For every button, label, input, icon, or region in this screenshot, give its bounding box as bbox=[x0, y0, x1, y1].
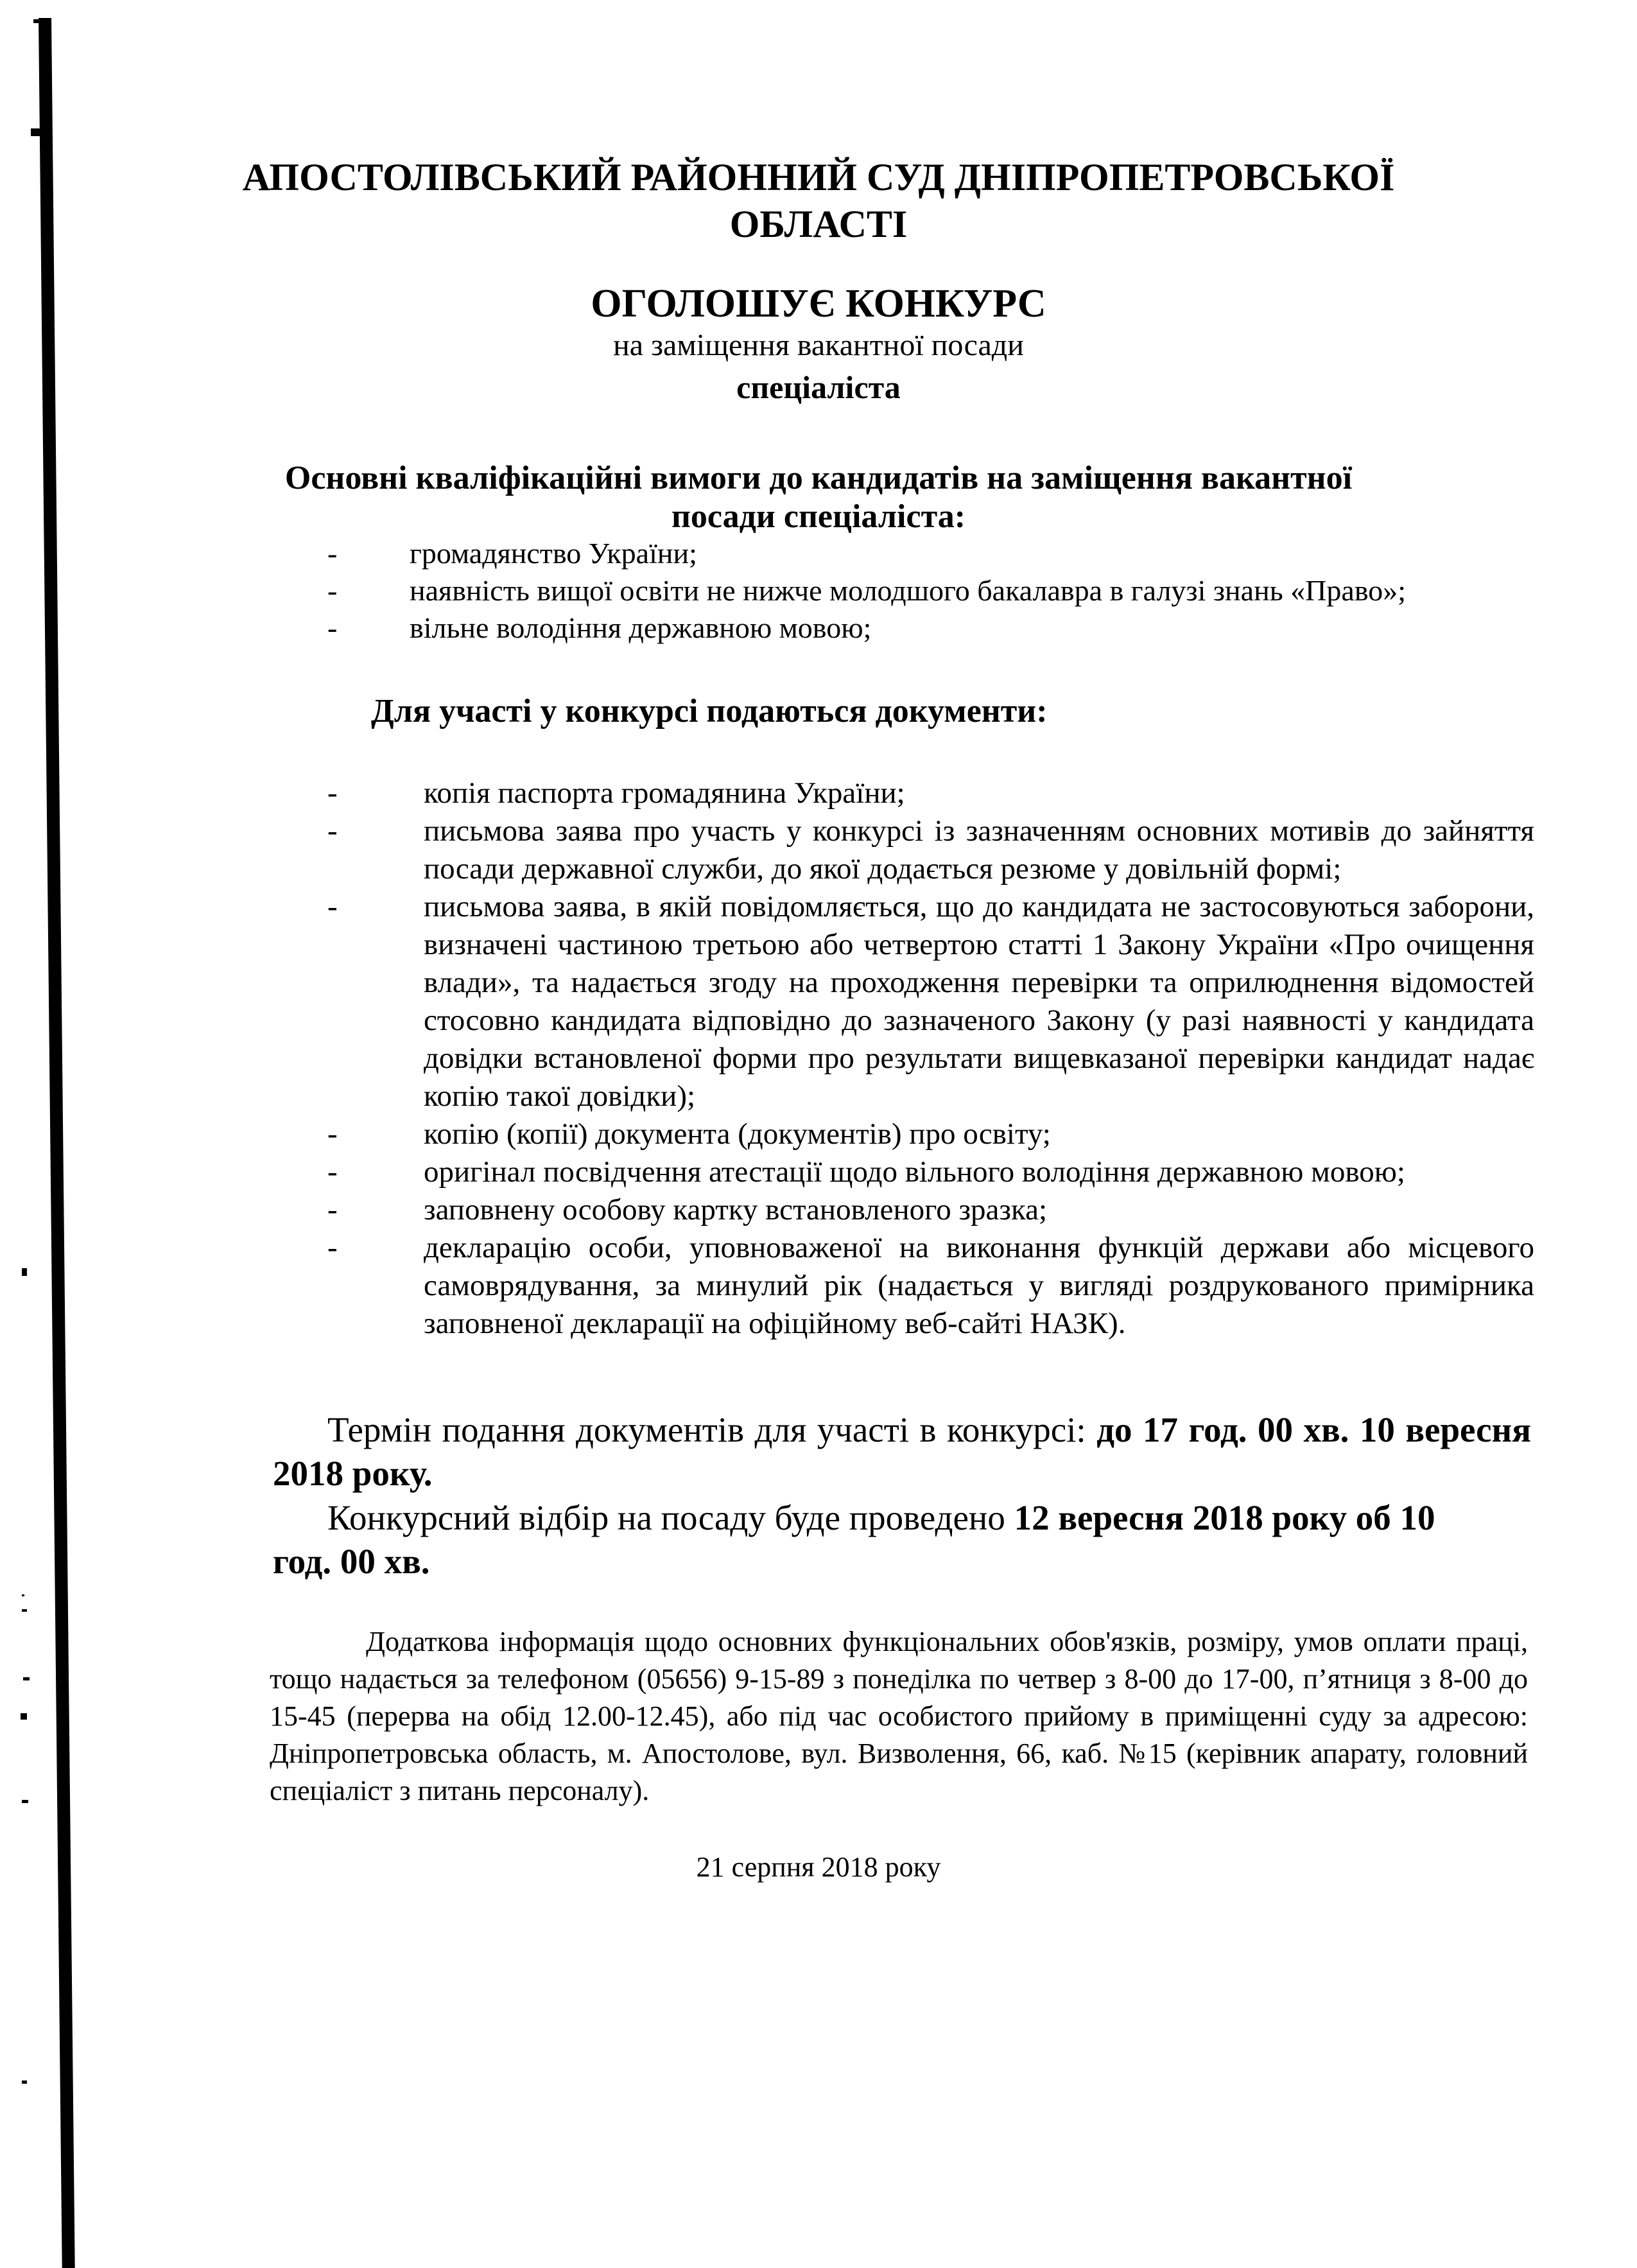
announcement-title: ОГОЛОШУЄ КОНКУРС bbox=[591, 282, 1046, 326]
list-item: - декларацію особи, уповноваженої на виконання функцій держави або місцевого самоврядування, за минулий рік (надається у вигляді роздрукованого примірника заповненої декларації на офіційному веб-сайті НАЗК). bbox=[327, 1229, 1534, 1343]
list-item: - громадянство України; bbox=[327, 535, 1534, 572]
dash-bullet-icon: - bbox=[327, 1231, 338, 1264]
list-item: - копію (копії) документа (документів) про освіту; bbox=[327, 1115, 1534, 1153]
dash-bullet-icon: - bbox=[327, 611, 338, 644]
contact-info-paragraph: Додаткова інформація щодо основних функціональних обов'язків, розміру, умов оплати праці, тощо надається за телефоном (05656) 9-15-89 з понеділка по четвер з 8-00 до 17-00, п’ятниця з 8-00 до 15-45 (перерва на обід 12.00-12.45), або під час особистого прийому в приміщенні суду за адресою: Дніпропетровська область, м. Апостолове, вул. Визволення, 66, каб. №15 (керівник апарату, головний спеціаліст з питань персоналу). bbox=[270, 1626, 1528, 1806]
requirements-list bbox=[327, 535, 1534, 647]
list-item: - письмова заява, в якій повідомляється, що до кандидата не застосовуються заборони, визначені частиною третьою або четвертою статті 1 Закону України «Про очищення влади», та надається згоду на проходження перевірки та оприлюднення відомостей стосовно кандидата відповідно до зазначеного Закону (у разі наявності у кандидата довідки встановленої форми про результати вищевказаної перевірки кандидат надає копію такої довідки); bbox=[327, 888, 1534, 1115]
list-item: - наявність вищої освіти не нижче молодшого бакалавра в галузі знань «Право»; bbox=[327, 572, 1534, 609]
selection-date: 12 вересня 2018 року об 10 год. 00 хв. bbox=[273, 1498, 1435, 1581]
deadline-date: до 17 год. 00 хв. 10 вересня 2018 року. bbox=[273, 1410, 1531, 1493]
deadline-paragraph: Термін подання документів для участі в конкурсі: до 17 год. 00 хв. 10 вересня 2018 року. bbox=[273, 1410, 1531, 1493]
requirements-heading-line2: посади спеціаліста: bbox=[671, 498, 966, 535]
list-item: - оригінал посвідчення атестації щодо вільного володіння державною мовою; bbox=[327, 1153, 1534, 1191]
list-item: - копія паспорта громадянина України; bbox=[327, 774, 1534, 812]
dash-bullet-icon: - bbox=[327, 776, 338, 810]
document-date: 21 серпня 2018 року bbox=[696, 1851, 941, 1883]
dash-bullet-icon: - bbox=[327, 1155, 338, 1189]
list-item: - вільне володіння державною мовою; bbox=[327, 609, 1534, 647]
position-name: спеціаліста bbox=[736, 369, 901, 405]
requirements-heading-line1: Основні кваліфікаційні вимоги до кандидатів на заміщення вакантної bbox=[284, 460, 1353, 496]
documents-heading: Для участі у конкурсі подаються документи: bbox=[371, 693, 1048, 729]
announcement-subtitle: на заміщення вакантної посади bbox=[613, 328, 1024, 362]
dash-bullet-icon: - bbox=[327, 574, 338, 607]
selection-paragraph: Конкурсний відбір на посаду буде проведено 12 вересня 2018 року об 10 год. 00 хв. bbox=[273, 1498, 1435, 1581]
list-item: - письмова заява про участь у конкурсі із зазначенням основних мотивів до зайняття посади державної служби, до якої додається резюме у довільній формі; bbox=[327, 812, 1534, 888]
dash-bullet-icon: - bbox=[327, 1117, 338, 1151]
list-item: - заповнену особову картку встановленого зразка; bbox=[327, 1191, 1534, 1229]
court-name-line1: АПОСТОЛІВСЬКИЙ РАЙОННИЙ СУД ДНІПРОПЕТРОВСЬКОЇ bbox=[242, 156, 1395, 198]
court-name-line2: ОБЛАСТІ bbox=[729, 203, 908, 245]
dash-bullet-icon: - bbox=[327, 814, 338, 848]
documents-list bbox=[327, 774, 1534, 1343]
dash-bullet-icon: - bbox=[327, 537, 338, 570]
dash-bullet-icon: - bbox=[327, 1193, 338, 1226]
dash-bullet-icon: - bbox=[327, 890, 338, 923]
